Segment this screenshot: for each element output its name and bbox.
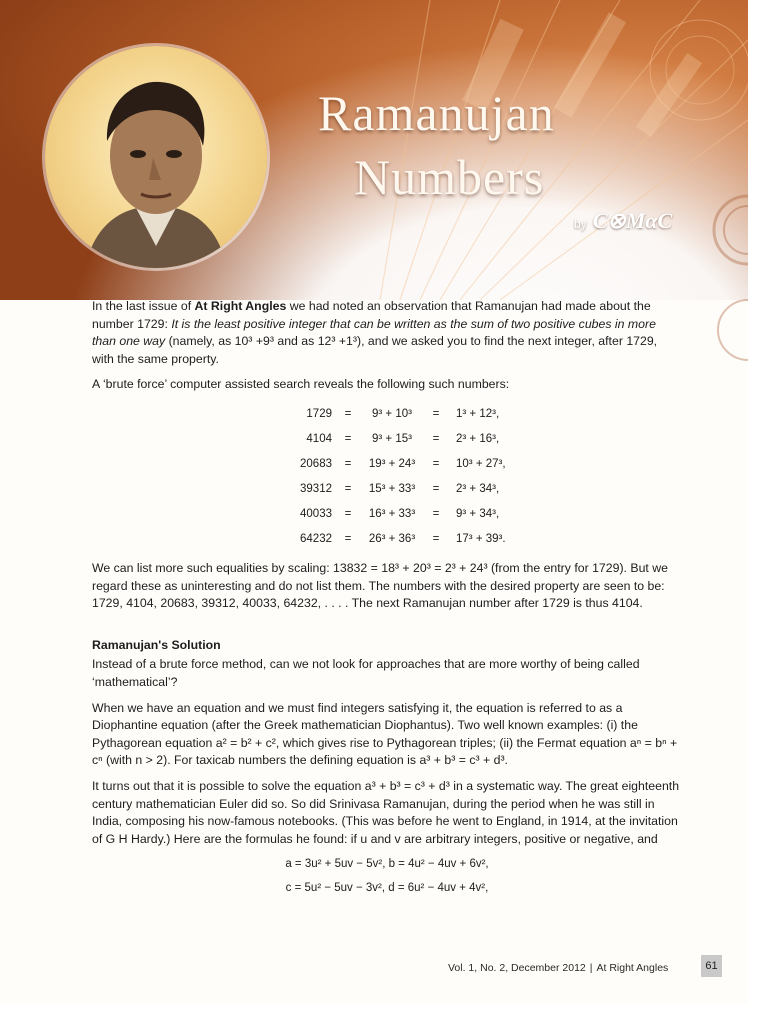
equals-cell: = xyxy=(344,532,352,545)
cube-sum-a-cell: 16³ + 33³ xyxy=(368,507,416,520)
formula-ab: a = 3u² + 5uv − 5v², b = 4u² − 4uv + 6v², xyxy=(285,858,489,871)
footer-separator: | xyxy=(589,962,593,974)
table-row xyxy=(290,527,516,552)
cube-sum-a-cell: 26³ + 36³ xyxy=(368,532,416,545)
section-paragraph-1: Instead of a brute force method, can we not look for approaches that are more worthy of being called ‘mathematical’? xyxy=(92,657,640,689)
cube-sum-a-cell: 19³ + 24³ xyxy=(368,457,416,470)
byline xyxy=(574,208,672,234)
equals-cell: = xyxy=(344,482,352,495)
cube-sum-a-cell: 15³ + 33³ xyxy=(368,482,416,495)
intro-text-b: we had noted an observation that Ramanujan had made about the number 1729: xyxy=(92,299,651,331)
cube-sum-b-cell: 10³ + 27³, xyxy=(456,457,506,470)
ramanujan-portrait xyxy=(45,46,267,268)
equals-cell: = xyxy=(344,457,352,470)
article-body xyxy=(92,298,682,903)
cube-sum-b-cell: 9³ + 34³, xyxy=(456,507,500,520)
equals-cell: = xyxy=(344,432,352,445)
intro-text-a: In the last issue of xyxy=(92,299,195,313)
byline-org-logo: C⊗MαC xyxy=(592,208,673,233)
number-cell: 39312 xyxy=(300,482,332,495)
table-row xyxy=(290,452,516,477)
scaling-paragraph: We can list more such equalities by scaling: 13832 = 18³ + 20³ = 2³ + 24³ (from the entry for 1729). But we regard these as uninteresting and do not list them. The numbers with the desired property are seen to be: 1729, 4104, 20683, 39312, 40033, 64232, . . . . The next Ramanujan number after 1729 is thus 4104. xyxy=(92,560,668,611)
equals-cell: = xyxy=(432,482,440,495)
section-paragraph-3: It turns out that it is possible to solve the equation a³ + b³ = c³ + d³ in a systematic way. The great eighteenth century mathematician Euler did so. So did Srinivasa Ramanujan, during the period when he was still in India, composing his now-famous notebooks. (This was before he went to England, in 1914, at the invitation of G H Hardy.) Here are the formulas he found: if u and v are arbitrary integers, positive or negative, and xyxy=(92,778,680,846)
portrait-image xyxy=(45,46,267,268)
search-paragraph: A ‘brute force’ computer assisted search reveals the following such numbers: xyxy=(92,377,510,392)
cube-sum-b-cell: 1³ + 12³, xyxy=(456,407,500,420)
number-cell: 64232 xyxy=(300,532,332,545)
equals-cell: = xyxy=(432,532,440,545)
equals-cell: = xyxy=(432,457,440,470)
number-cell: 1729 xyxy=(306,407,332,420)
table-row xyxy=(290,402,516,427)
number-cell: 40033 xyxy=(300,507,332,520)
cube-sum-a-cell: 9³ + 10³ xyxy=(372,407,412,420)
number-cell: 4104 xyxy=(306,432,332,445)
magazine-name: At Right Angles xyxy=(194,299,287,313)
equals-cell: = xyxy=(432,432,440,445)
section-heading: Ramanujan's Solution xyxy=(92,637,221,652)
number-cell: 20683 xyxy=(300,457,332,470)
ramanujan-numbers-table xyxy=(290,402,516,552)
equals-cell: = xyxy=(432,507,440,520)
cube-sum-a-cell: 9³ + 15³ xyxy=(372,432,412,445)
footer-issue: Vol. 1, No. 2, December 2012 xyxy=(448,962,586,974)
intro-italic: It is the least positive integer that can be written as the sum of two positive cubes in more than one way xyxy=(92,316,656,349)
table-row xyxy=(290,427,516,452)
footer-magazine: At Right Angles xyxy=(596,962,669,974)
title-line-1: Ramanujan xyxy=(318,85,555,141)
title-line-2: Numbers xyxy=(354,149,545,205)
section-paragraph-2: When we have an equation and we must find integers satisfying it, the equation is referred to as a Diophantine equation (after the Greek mathematician Diophantus). Two well known examples: (i) the Pythagorean equation a² = b² + c², which gives rise to Pythagorean triples; (ii) the Fermat equation aⁿ = bⁿ + cⁿ (with n > 2). For taxicab numbers the defining equation is a³ + b³ = c³ + d³. xyxy=(92,700,678,768)
table-row xyxy=(290,502,516,527)
cube-sum-b-cell: 2³ + 16³, xyxy=(456,432,500,445)
intro-paragraph xyxy=(92,298,682,368)
formula-cd: c = 5u² − 5uv − 3v², d = 6u² − 4uv + 4v², xyxy=(285,881,489,894)
gear-decoration xyxy=(708,170,748,430)
table-row xyxy=(290,477,516,502)
intro-text-c: (namely, as 10³ +9³ and as 12³ +1³), and we asked you to find the next integer, after 1729, with the same property. xyxy=(92,334,658,366)
cube-sum-b-cell: 17³ + 39³. xyxy=(456,532,506,545)
cube-sum-b-cell: 2³ + 34³, xyxy=(456,482,500,495)
equals-cell: = xyxy=(344,507,352,520)
byline-by: by xyxy=(574,217,587,231)
equals-cell: = xyxy=(432,407,440,420)
equals-cell: = xyxy=(344,407,352,420)
footer xyxy=(448,962,668,974)
page-number: 61 xyxy=(701,955,722,977)
